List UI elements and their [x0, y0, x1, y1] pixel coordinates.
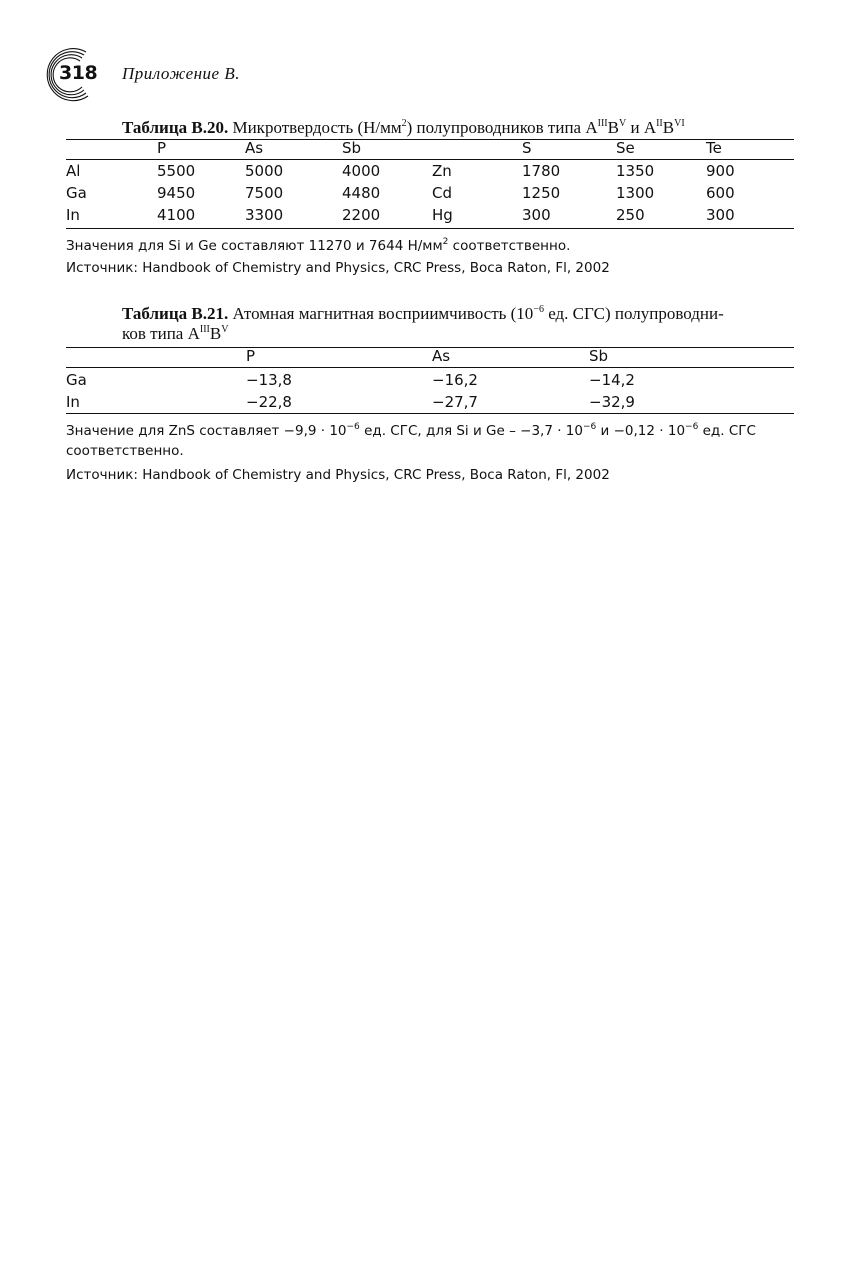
- table-b20-header-cell: S: [522, 139, 532, 157]
- table-b21-note: Значение для ZnS составляет $-9,9 \cdot 10^{-6}$ ед. СГС, для Si и $Ge - -3,7 \cdot 10^{-6}$ $и -0,12 \cdot 10^{-6}$ ед. СГС соответственно.: [66, 422, 756, 459]
- table-b21-row-label: In: [66, 393, 80, 411]
- table-b21-label: Таблица В.21.: [122, 304, 229, 323]
- table-b21-header-cell: As: [432, 347, 451, 365]
- table-b20-cell: 300: [522, 206, 551, 224]
- table-b20-cell: 7500: [245, 184, 284, 202]
- table-b21-cell: −13,8: [246, 371, 292, 389]
- table-b20-note: Значения для Si и Ge составляют 11270 и 7644 $Н/мм^2$ соответственно.: [66, 237, 571, 254]
- table-b20-cell: 250: [616, 206, 645, 224]
- table-b20-cell: 1780: [522, 162, 561, 180]
- table-b20-header-rule: [66, 159, 794, 160]
- table-b21-cell: −22,8: [246, 393, 292, 411]
- table-b20-cell: 1300: [616, 184, 655, 202]
- table-b20-row-label: Cd: [432, 184, 452, 202]
- table-b20-cell: 9450: [157, 184, 196, 202]
- table-b21-row-label: Ga: [66, 371, 87, 389]
- table-b21-top-rule: [66, 347, 794, 348]
- page-number: 318: [59, 62, 98, 84]
- table-b21-cell: −14,2: [589, 371, 635, 389]
- table-b21-header-cell: Sb: [589, 347, 609, 365]
- table-b21-bottom-rule: [66, 413, 794, 414]
- page-header: [38, 44, 438, 104]
- table-b20-row-label: Hg: [432, 206, 453, 224]
- table-b21-cell: −32,9: [589, 393, 635, 411]
- table-b20-caption: [122, 118, 822, 138]
- table-b20-cell: 300: [706, 206, 735, 224]
- table-b21-header-rule: [66, 367, 794, 368]
- table-b21-source: Источник: Handbook of Chemistry and Physics, CRC Press, Boca Raton, Fl, 2002: [66, 467, 610, 483]
- table-b20-bottom-rule: [66, 228, 794, 229]
- table-b21-header-cell: P: [246, 347, 256, 365]
- table-b20-header-cell: Te: [706, 139, 722, 157]
- table-b20-header-cell: As: [245, 139, 264, 157]
- table-b20-cell: 4100: [157, 206, 196, 224]
- table-b20-row-label: In: [66, 206, 80, 224]
- table-b21-title-line2: ков типа $A^{III}B^V$: [122, 324, 229, 343]
- table-b20-cell: 4480: [342, 184, 381, 202]
- table-b20-header-cell: Sb: [342, 139, 362, 157]
- table-b20-header-cell: Se: [616, 139, 635, 157]
- table-b21-title: Атомная магнитная восприимчивость ($10^{-6}$ ед. СГС) полупроводни-: [232, 304, 724, 323]
- table-b21-cell: −16,2: [432, 371, 478, 389]
- table-b20-top-rule: [66, 139, 794, 140]
- table-b20-row-label: Al: [66, 162, 81, 180]
- table-b20-cell: 1250: [522, 184, 561, 202]
- table-b20-cell: 5500: [157, 162, 196, 180]
- table-b20-cell: 600: [706, 184, 735, 202]
- table-b20-row-label: Zn: [432, 162, 452, 180]
- running-head: Приложение В.: [122, 64, 240, 83]
- table-b20-source: Источник: Handbook of Chemistry and Physics, CRC Press, Boca Raton, Fl, 2002: [66, 260, 610, 276]
- table-b20-cell: 2200: [342, 206, 381, 224]
- table-b20-cell: 1350: [616, 162, 655, 180]
- table-b20-cell: 5000: [245, 162, 284, 180]
- table-b21-cell: −27,7: [432, 393, 478, 411]
- table-b20-header-cell: P: [157, 139, 167, 157]
- table-b20-cell: 3300: [245, 206, 284, 224]
- table-b21-caption: [122, 304, 802, 344]
- table-b20-cell: 4000: [342, 162, 381, 180]
- table-b20-title: Микротвердость $(Н/мм^2)$ полупроводников типа $A^{III}B^V$ и $A^{II}B^{VI}$: [232, 118, 685, 137]
- table-b20-row-label: Ga: [66, 184, 87, 202]
- table-b20-cell: 900: [706, 162, 735, 180]
- table-b20-label: Таблица В.20.: [122, 118, 229, 137]
